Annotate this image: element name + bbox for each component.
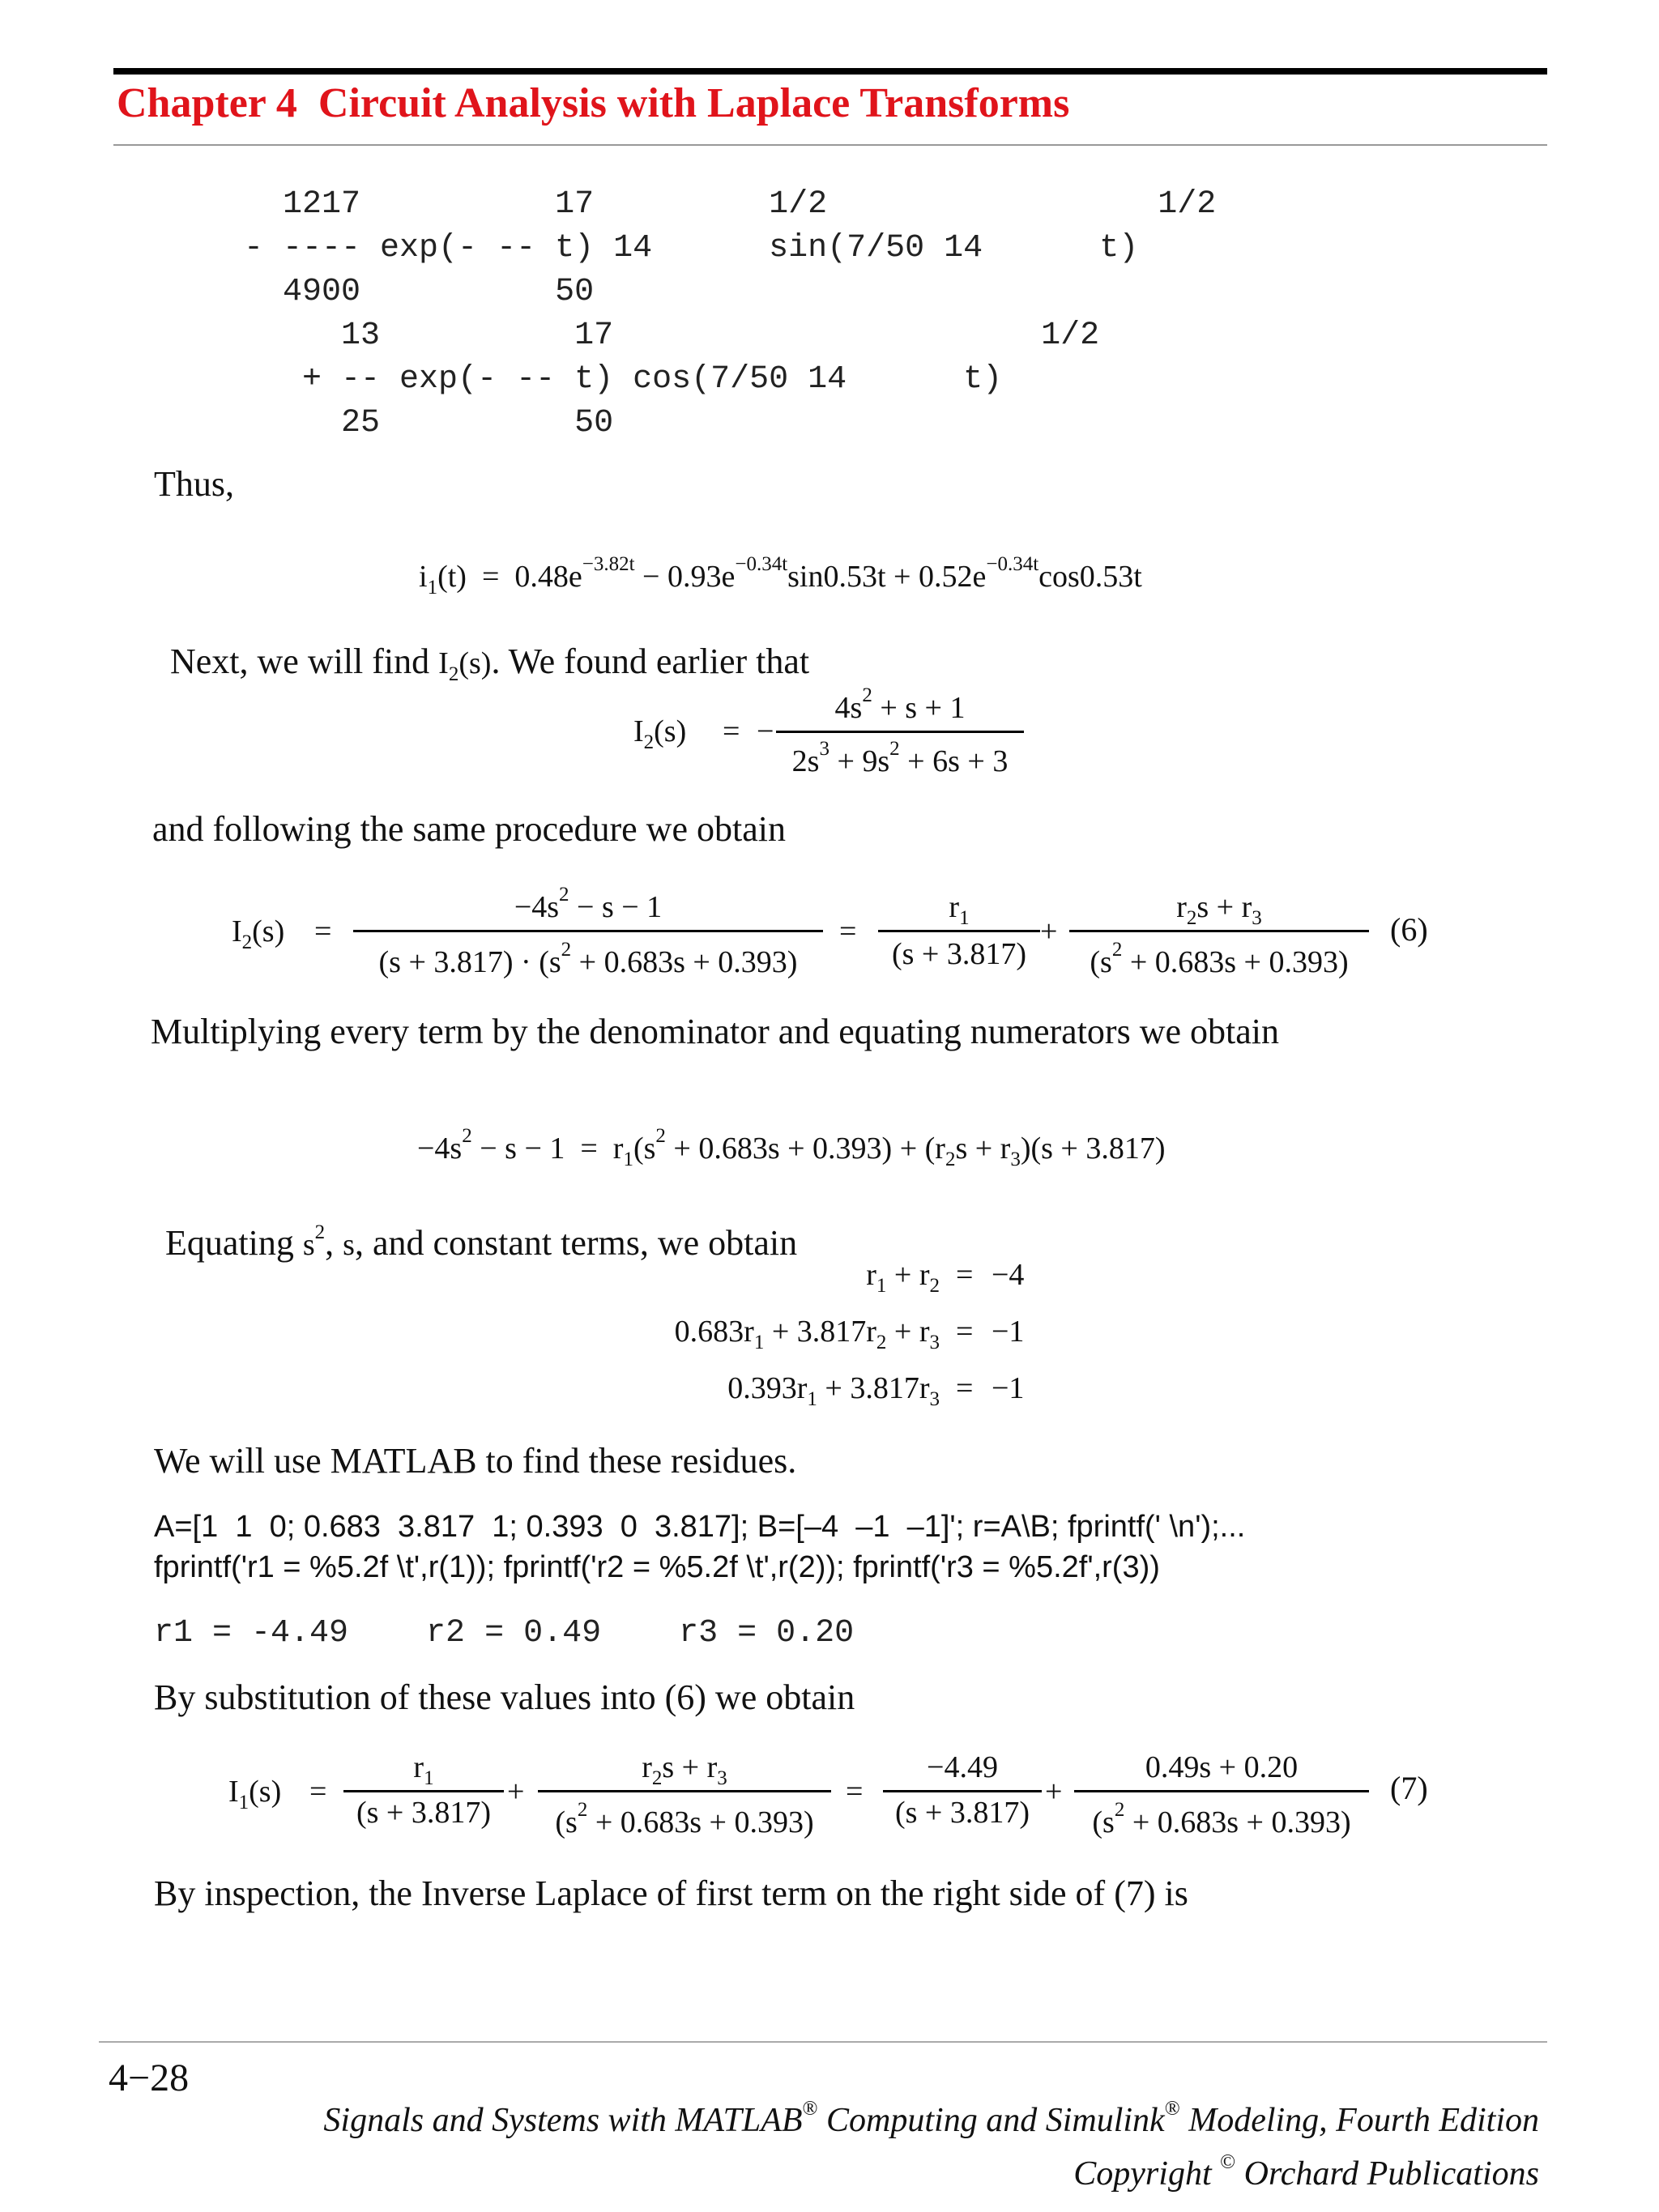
footer-rule [99,2041,1547,2043]
t: 0.683r [674,1315,754,1349]
t: + 0.683s + 0.393) [1124,1805,1351,1839]
fraction-bar [1074,1790,1369,1792]
t: Signals and Systems with MATLAB [323,2102,803,2139]
f2-numerator [878,889,1040,929]
lhs [633,714,687,753]
num-exp: 2 [862,684,872,706]
t: Modeling, Fourth Edition [1179,2102,1539,2139]
system-row-rhs: −1 [992,1315,1025,1349]
t: s + r [662,1750,718,1784]
i1-sub: 1 [427,576,438,599]
t: Computing and Simulink [817,2102,1165,2139]
sub: 1 [753,1331,765,1353]
t: −4s [417,1132,463,1166]
exponent: −3.82t [582,553,635,575]
num-b: + s + 1 [872,691,966,725]
para-matlab: We will use MATLAB to find these residues. [154,1441,797,1481]
f3-denominator: (s + 3.817) [894,1796,1030,1830]
num-a: 4s [834,691,863,725]
t: r [1176,890,1187,924]
fraction-bar [343,1790,504,1792]
t: (s [1090,945,1112,979]
f2-denominator: (s + 3.817) [891,937,1027,971]
t: + r [886,1315,930,1349]
lhs-sub: 1 [238,1791,249,1813]
sub: 1 [807,1387,817,1410]
i2-arg: (s) [458,646,492,680]
lhs-I: I [232,914,242,948]
t: + r [886,1258,930,1292]
equals: = [481,560,500,594]
term: sin0.53t + 0.52e [787,560,987,594]
i1-time-equation [403,523,1142,599]
term: cos0.53t [1038,560,1142,594]
sub: 3 [717,1767,727,1789]
f1-numerator [353,884,823,925]
system-row-rhs: −4 [992,1258,1025,1292]
equation-number: (7) [1390,1770,1428,1806]
copyright-mark: © [1220,2151,1236,2173]
exp: 2 [561,939,572,961]
exponent: −0.34t [986,553,1039,575]
plus: + [1040,914,1058,948]
sub: 3 [1252,906,1262,929]
fraction-bar [353,930,823,932]
sub: 1 [876,1274,887,1297]
output-line: 4900 50 [166,274,595,310]
lhs-I: I [228,1775,239,1809]
header-bottom-rule [113,144,1547,146]
exp: 2 [1114,1799,1125,1821]
equation-number: (6) [1390,911,1428,948]
output-line: 13 17 1/2 [166,318,1100,354]
registered-mark: ® [802,2098,818,2120]
plus: + [1045,1775,1063,1809]
t: Equating [165,1223,303,1263]
fraction-bar [878,930,1040,932]
copyright-line [1056,2116,1539,2193]
sub: 2 [945,1148,956,1170]
f1-denominator: (s + 3.817) [356,1796,492,1830]
output-line: 1217 17 1/2 1/2 [166,186,1217,223]
exp: 2 [655,1125,666,1147]
t: + 0.683s + 0.393) + (r [665,1132,945,1166]
f1-numerator [343,1750,504,1789]
thus-label: Thus, [154,464,234,504]
system-row-rhs: −1 [992,1371,1025,1405]
para-substitution: By substitution of these values into (6) we obtain [154,1677,855,1717]
system-row-lhs [567,1257,940,1297]
t: , and constant terms, we obtain [354,1223,798,1263]
equals: = [839,914,857,948]
output-line: 25 50 [166,405,614,441]
den-c: + 6s + 3 [899,744,1009,778]
f3-numerator [1069,889,1369,929]
lhs-I: I [633,714,644,748]
i2-var: I [438,646,449,680]
t: + 0.683s + 0.393) [1122,945,1349,979]
sub: 1 [424,1767,434,1789]
fraction-bar [883,1790,1042,1792]
exp: 2 [1111,939,1123,961]
den-exp: 2 [889,738,900,760]
den-exp: 3 [819,738,830,760]
t: + 3.817r [817,1371,930,1405]
sub: 1 [959,906,970,929]
den-a: 2s [791,744,820,778]
para-equating [147,1181,797,1264]
para-next-text: Next, we will find [170,641,439,681]
lhs-arg: (s) [654,714,687,748]
equals: = [314,914,332,948]
t: (s + 3.817) · (s [378,945,561,979]
i1-arg: (t) [437,560,467,594]
f2-numerator [538,1750,831,1789]
equals: = [956,1371,974,1405]
t: − s − 1 = r [471,1132,624,1166]
matlab-result: r1 = -4.49 r2 = 0.49 r3 = 0.20 [154,1615,855,1652]
t: − s − 1 [569,890,663,924]
matlab-code-line: fprintf('r1 = %5.2f \t',r(1)); fprintf('r2 = %5.2f \t',r(2)); fprintf('r3 = %5.2f',r(3)) [154,1550,1160,1584]
header-top-rule [113,68,1547,75]
term: 0.48e [514,560,582,594]
exp: 2 [559,884,569,906]
matlab-code-line: A=[1 1 0; 0.683 3.817 1; 0.393 0 3.817]; B=[–4 –1 –1]'; r=A\B; fprintf(' \n');... [154,1510,1246,1544]
t: Copyright [1073,2155,1212,2193]
t: Orchard Publications [1235,2155,1539,2193]
sub: 1 [623,1148,633,1170]
t: 0.393r [727,1371,808,1405]
sub: 2 [1186,906,1197,929]
term: − 0.93e [634,560,736,594]
para-next [152,599,810,685]
f4-numerator: 0.49s + 0.20 [1145,1750,1299,1784]
output-line: - ---- exp(- -- t) 14 sin(7/50 14 t) [166,230,1139,266]
system-row-lhs [567,1314,940,1353]
exp: 2 [577,1799,588,1821]
t: r [949,890,960,924]
t: −4s [514,890,560,924]
lhs-arg: (s) [252,914,285,948]
f3-denominator [1069,939,1369,980]
equals: = [956,1315,974,1349]
plus: + [507,1775,525,1809]
i2-sub: 2 [448,663,459,685]
s2-var: s [302,1228,315,1262]
denominator [776,738,1024,779]
sub: 2 [929,1274,940,1297]
t: r [413,1750,424,1784]
equals: = [723,714,740,748]
registered-mark: ® [1164,2098,1180,2120]
lhs [232,914,285,953]
eq-numerators [402,1095,1166,1170]
t: + 3.817r [764,1315,876,1349]
t: s + r [955,1132,1011,1166]
page-number: 4−28 [109,2056,190,2099]
equals: = [956,1258,974,1292]
exponent: −0.34t [735,553,788,575]
output-line: + -- exp(- -- t) cos(7/50 14 t) [166,361,1003,398]
t: + 0.683s + 0.393) [587,1805,814,1839]
f2-denominator [538,1799,831,1840]
t: r [642,1750,652,1784]
t: (s [1092,1805,1115,1839]
para-multiplying: Multiplying every term by the denominator and equating numerators we obtain [151,1012,1279,1051]
sub: 2 [651,1767,663,1789]
sub: 3 [929,1331,940,1353]
sub: 2 [876,1331,887,1353]
f1-denominator [353,939,823,980]
exp: 2 [462,1125,472,1147]
fraction-bar [1069,930,1369,932]
exp: 2 [314,1221,326,1243]
f3-numerator: −4.49 [927,1750,998,1784]
t: (s [633,1132,656,1166]
i1-symbol: i [419,560,428,594]
fraction-bar [776,731,1024,733]
minus: − [757,714,774,748]
chapter-title: Chapter 4 Circuit Analysis with Laplace Transforms [117,80,1070,126]
numerator [776,684,1024,726]
equals: = [309,1775,327,1809]
para-following: and following the same procedure we obtain [152,809,786,849]
t: r [866,1258,876,1292]
lhs-sub: 2 [643,731,655,753]
lhs-arg: (s) [249,1775,282,1809]
t: (s [555,1805,578,1839]
sub: 3 [1010,1148,1021,1170]
lhs [228,1774,282,1813]
para-next-post: . We found earlier that [491,641,810,681]
system-row-lhs [567,1370,940,1410]
lhs-sub: 2 [241,931,253,953]
t: s + r [1196,890,1252,924]
s-var: s [343,1228,355,1262]
f4-denominator [1074,1799,1369,1840]
den-b: + 9s [829,744,890,778]
sub: 3 [929,1387,940,1410]
fraction-bar [538,1790,831,1792]
para-inspection: By inspection, the Inverse Laplace of first term on the right side of (7) is [154,1873,1188,1913]
equals: = [846,1775,864,1809]
t: )(s + 3.817) [1020,1132,1166,1166]
t: + 0.683s + 0.393) [571,945,798,979]
t: , [325,1223,343,1263]
